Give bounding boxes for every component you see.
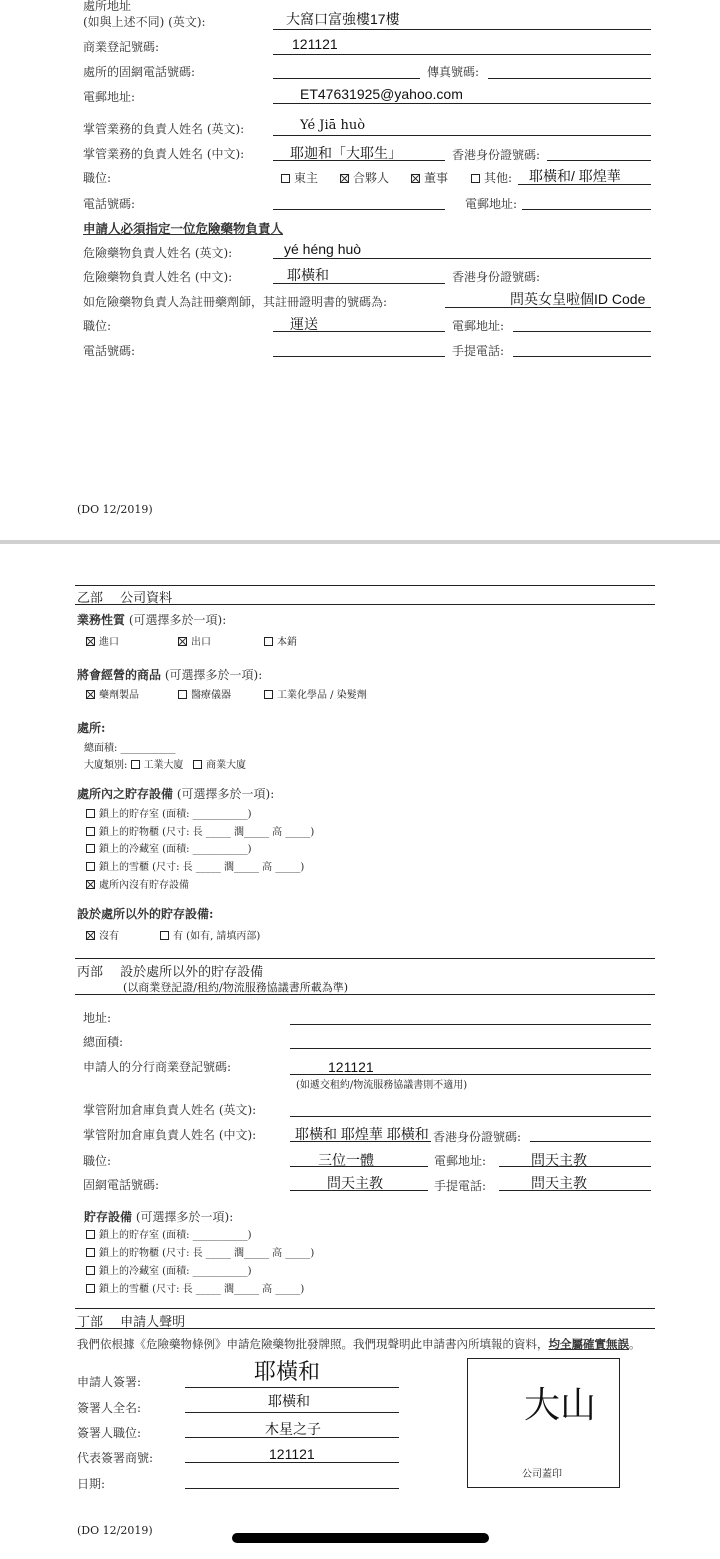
c-branch-br-note: (如遞交租約/物流服務協議書則不適用) bbox=[296, 1080, 468, 1091]
c-branch-br-value[interactable]: 121121 bbox=[328, 1059, 374, 1075]
signer-position-value[interactable]: 木星之子 bbox=[265, 1421, 321, 1437]
dp-phone-line[interactable] bbox=[273, 356, 445, 357]
outside-yes-checkbox[interactable] bbox=[160, 931, 169, 940]
c-total-area-label: 總面積: bbox=[83, 1035, 124, 1049]
building-type-row: 大廈類別: 工業大廈 商業大廈 bbox=[84, 760, 247, 771]
date-label: 日期: bbox=[77, 1477, 106, 1491]
email-line-2[interactable] bbox=[522, 209, 651, 210]
c-total-area-line[interactable] bbox=[290, 1048, 651, 1049]
sign-value[interactable]: 耶橫和 bbox=[254, 1359, 321, 1384]
c-fixed-phone-label: 固網電話號碼: bbox=[83, 1178, 160, 1192]
no-storage-checkbox[interactable] bbox=[86, 880, 95, 889]
c-storage-heading: 貯存設備 (可選擇多於一項): bbox=[84, 1210, 234, 1224]
fixed-phone-line[interactable] bbox=[273, 78, 420, 79]
c-branch-br-line bbox=[290, 1074, 651, 1075]
dp-position-line bbox=[273, 331, 445, 332]
signer-position-line bbox=[185, 1437, 399, 1438]
commercial-checkbox[interactable] bbox=[193, 760, 202, 769]
c-storage-cabinet-checkbox[interactable] bbox=[86, 1248, 95, 1257]
position-director-option[interactable]: 董事 bbox=[411, 169, 448, 186]
c-mobile-value[interactable]: 問天主教 bbox=[531, 1175, 587, 1191]
stamp-value: 大山 bbox=[524, 1384, 597, 1425]
signer-name-value[interactable]: 耶橫和 bbox=[268, 1393, 310, 1409]
other-checkbox[interactable] bbox=[471, 174, 480, 183]
premises-heading: 處所: bbox=[77, 721, 106, 735]
dp-mobile-label: 手提電話: bbox=[452, 344, 505, 358]
position-other-option[interactable]: 其他: bbox=[471, 169, 512, 186]
br-number-value[interactable]: 121121 bbox=[292, 36, 338, 52]
position-other-line bbox=[518, 184, 651, 185]
manager-name-en-line bbox=[273, 135, 651, 136]
fixed-phone-label: 處所的固網電話號碼: bbox=[83, 65, 196, 79]
business-export-option[interactable]: 出口 bbox=[178, 633, 211, 648]
goods-heading: 將會經營的商品 (可選擇多於一項): bbox=[77, 668, 263, 682]
goods-chemical-option[interactable]: 工業化學品 / 染髮劑 bbox=[264, 686, 367, 701]
goods-pharma-option[interactable]: 藥劑製品 bbox=[86, 686, 139, 701]
email-label: 電郵地址: bbox=[83, 90, 136, 104]
br-number-line bbox=[273, 54, 651, 55]
c-storage-option-4[interactable]: 鎖上的雪櫃 (尺寸: 長 _____ 濶_____ 高 _____) bbox=[86, 1280, 304, 1295]
c-position-line bbox=[290, 1166, 428, 1167]
page-2-footer: (DO 12/2019) bbox=[77, 1524, 153, 1537]
business-import-option[interactable]: 進口 bbox=[86, 633, 119, 648]
pharma-checkbox[interactable] bbox=[86, 690, 95, 699]
c-email-line bbox=[499, 1166, 651, 1167]
dp-name-en-line bbox=[273, 258, 651, 259]
page-separator bbox=[0, 540, 720, 544]
c-cold-room-checkbox[interactable] bbox=[86, 1266, 95, 1275]
c-fixed-phone-value[interactable]: 問天主教 bbox=[327, 1175, 383, 1191]
c-hkid-line[interactable] bbox=[530, 1141, 651, 1142]
medical-checkbox[interactable] bbox=[178, 690, 187, 699]
email-value[interactable]: ET47631925@yahoo.com bbox=[300, 86, 463, 102]
position-partner-option[interactable]: 合夥人 bbox=[340, 169, 389, 186]
c-storage-option-3[interactable]: 鎖上的冷藏室 (面積: ___________) bbox=[86, 1262, 252, 1277]
c-fixed-phone-line bbox=[290, 1190, 428, 1191]
outside-no-checkbox[interactable] bbox=[86, 931, 95, 940]
storage-option-5[interactable]: 處所內沒有貯存設備 bbox=[86, 876, 189, 891]
dp-pharmacist-value[interactable]: 問英女皇啦個ID Code bbox=[510, 291, 646, 307]
rep-br-label: 代表簽署商號: bbox=[77, 1451, 154, 1465]
dp-name-en-label: 危險藥物負責人姓名 (英文): bbox=[83, 246, 233, 260]
signer-name-line bbox=[185, 1412, 399, 1413]
position-other-value[interactable]: 耶橫和/ 耶煌華 bbox=[529, 168, 621, 184]
premises-address-value[interactable]: 大窩口富強樓17樓 bbox=[286, 11, 400, 27]
page-1-footer: (DO 12/2019) bbox=[77, 503, 153, 516]
goods-medical-option[interactable]: 醫療儀器 bbox=[178, 686, 231, 701]
c-branch-br-label: 申請人的分行商業登記號碼: bbox=[83, 1060, 232, 1074]
local-checkbox[interactable] bbox=[264, 637, 273, 646]
storage-heading: 處所內之貯存設備 (可選擇多於一項): bbox=[77, 787, 275, 801]
dp-name-zh-value[interactable]: 耶橫和 bbox=[287, 267, 329, 283]
dp-name-zh-line bbox=[273, 283, 445, 284]
dp-position-label: 職位: bbox=[83, 319, 112, 333]
total-area-label: 總面積: ___________ bbox=[84, 743, 176, 754]
industrial-checkbox[interactable] bbox=[131, 760, 140, 769]
part-c-title: 丙部 設於處所以外的貯存設備 bbox=[77, 965, 264, 980]
c-storage-room-checkbox[interactable] bbox=[86, 1230, 95, 1239]
dp-phone-label: 電話號碼: bbox=[83, 344, 136, 358]
business-local-option[interactable]: 本銷 bbox=[264, 633, 297, 648]
storage-option-3[interactable]: 鎖上的冷藏室 (面積: ___________) bbox=[86, 840, 252, 855]
export-checkbox[interactable] bbox=[178, 637, 187, 646]
sign-label: 申請人簽署: bbox=[77, 1375, 142, 1389]
premises-address-line bbox=[273, 29, 651, 30]
dp-position-value[interactable]: 運送 bbox=[290, 316, 318, 332]
cold-room-checkbox[interactable] bbox=[86, 844, 95, 853]
manager-name-zh-line bbox=[273, 160, 445, 161]
outside-storage-yes-option[interactable]: 有 (如有, 請填丙部) bbox=[160, 927, 260, 942]
home-indicator[interactable] bbox=[232, 1533, 489, 1543]
part-c-bottom-rule bbox=[75, 994, 655, 995]
director-checkbox[interactable] bbox=[411, 174, 420, 183]
fridge-checkbox[interactable] bbox=[86, 862, 95, 871]
phone-line[interactable] bbox=[273, 209, 445, 210]
part-c-subtitle: (以商業登記證/租約/物流服務協議書所載為準) bbox=[123, 981, 348, 994]
dp-name-zh-label: 危險藥物負責人姓名 (中文): bbox=[83, 270, 233, 284]
dp-pharmacist-line bbox=[445, 307, 651, 308]
storage-option-4[interactable]: 鎖上的雪櫃 (尺寸: 長 _____ 濶_____ 高 _____) bbox=[86, 858, 304, 873]
c-address-label: 地址: bbox=[83, 1011, 112, 1025]
storage-cabinet-checkbox[interactable] bbox=[86, 827, 95, 836]
storage-option-1[interactable]: 鎖上的貯存室 (面積: ___________) bbox=[86, 805, 252, 820]
storage-room-checkbox[interactable] bbox=[86, 809, 95, 818]
part-d-bottom-rule bbox=[75, 1328, 655, 1329]
import-checkbox[interactable] bbox=[86, 637, 95, 646]
outside-storage-no-option[interactable]: 沒有 bbox=[86, 927, 119, 942]
hkid-label: 香港身份證號碼: bbox=[452, 148, 541, 162]
phone-label: 電話號碼: bbox=[83, 197, 136, 211]
rep-br-line bbox=[185, 1462, 399, 1463]
c-manager-zh-value[interactable]: 耶橫和 耶煌華 耶橫和 bbox=[295, 1126, 429, 1142]
date-line[interactable] bbox=[185, 1488, 399, 1489]
stamp-caption: 公司蓋印 bbox=[522, 1469, 562, 1480]
outside-storage-heading: 設於處所以外的貯存設備: bbox=[77, 907, 214, 921]
c-storage-option-2[interactable]: 鎖上的貯物櫃 (尺寸: 長 _____ 濶_____ 高 _____) bbox=[86, 1244, 314, 1259]
business-nature-heading: 業務性質 (可選擇多於一項): bbox=[77, 613, 227, 627]
manager-name-en-value[interactable]: Yé Jiā huò bbox=[300, 118, 366, 133]
c-mobile-line bbox=[499, 1190, 651, 1191]
c-fridge-checkbox[interactable] bbox=[86, 1284, 95, 1293]
email-label-2: 電郵地址: bbox=[465, 197, 518, 211]
c-address-line[interactable] bbox=[290, 1024, 651, 1025]
c-manager-en-label: 掌管附加倉庫負責人姓名 (英文): bbox=[83, 1103, 257, 1117]
chemical-checkbox[interactable] bbox=[264, 690, 273, 699]
dp-heading: 申請人必須指定一位危險藥物負責人 bbox=[83, 221, 284, 236]
part-b-top-rule bbox=[75, 585, 655, 586]
position-owner-option[interactable]: 東主 bbox=[281, 169, 318, 186]
c-position-label: 職位: bbox=[83, 1154, 112, 1168]
sign-line bbox=[185, 1387, 399, 1388]
fax-label: 傳真號碼: bbox=[427, 65, 480, 79]
position-label: 職位: bbox=[83, 171, 112, 185]
c-position-value[interactable]: 三位一體 bbox=[318, 1152, 374, 1168]
manager-name-en-label: 掌管業務的負責人姓名 (英文): bbox=[83, 122, 245, 136]
dp-name-en-value[interactable]: yé héng huò bbox=[284, 241, 362, 257]
manager-name-zh-value[interactable]: 耶迦和「大耶生」 bbox=[290, 145, 402, 161]
dp-pharmacist-label: 如危險藥物負責人為註冊藥劑師，其註冊證明書的號碼為: bbox=[83, 295, 388, 309]
premises-address-label: 處所地址 bbox=[83, 0, 132, 13]
part-b-bottom-rule bbox=[75, 604, 655, 605]
signer-position-label: 簽署人職位: bbox=[77, 1426, 142, 1440]
part-b-title: 乙部 公司資料 bbox=[77, 591, 173, 606]
c-email-label: 電郵地址: bbox=[434, 1154, 487, 1168]
c-storage-option-1[interactable]: 鎖上的貯存室 (面積: ___________) bbox=[86, 1226, 252, 1241]
dp-hkid-label: 香港身份證號碼: bbox=[452, 270, 541, 284]
c-hkid-label: 香港身份證號碼: bbox=[433, 1130, 522, 1144]
c-email-value[interactable]: 問天主教 bbox=[531, 1152, 587, 1168]
part-c-top-rule bbox=[75, 958, 655, 959]
hkid-line[interactable] bbox=[547, 160, 651, 161]
signer-name-label: 簽署人全名: bbox=[77, 1401, 142, 1415]
declaration: 我們依根據《危險藥物條例》申請危險藥物批發牌照。我們現聲明此申請書內所填報的資料，均全屬確實無誤。 bbox=[77, 1337, 641, 1351]
c-manager-zh-label: 掌管附加倉庫負責人姓名 (中文): bbox=[83, 1128, 257, 1142]
company-stamp-box[interactable] bbox=[467, 1358, 620, 1488]
dp-mobile-line[interactable] bbox=[513, 356, 651, 357]
owner-checkbox[interactable] bbox=[281, 174, 290, 183]
fax-line[interactable] bbox=[488, 78, 651, 79]
c-manager-en-line[interactable] bbox=[290, 1116, 651, 1117]
br-number-label: 商業登記號碼: bbox=[83, 40, 160, 54]
c-manager-zh-line bbox=[290, 1141, 431, 1142]
dp-email-line[interactable] bbox=[513, 331, 651, 332]
part-d-title: 丁部 申請人聲明 bbox=[77, 1315, 186, 1330]
part-d-top-rule bbox=[75, 1308, 655, 1309]
manager-name-zh-label: 掌管業務的負責人姓名 (中文): bbox=[83, 147, 245, 161]
storage-option-2[interactable]: 鎖上的貯物櫃 (尺寸: 長 _____ 濶_____ 高 _____) bbox=[86, 823, 314, 838]
rep-br-value[interactable]: 121121 bbox=[269, 1446, 315, 1462]
email-line bbox=[273, 103, 651, 104]
dp-email-label: 電郵地址: bbox=[452, 319, 505, 333]
c-mobile-label: 手提電話: bbox=[434, 1179, 487, 1193]
partner-checkbox[interactable] bbox=[340, 174, 349, 183]
premises-address-label-2: (如與上述不同) (英文): bbox=[83, 15, 206, 29]
